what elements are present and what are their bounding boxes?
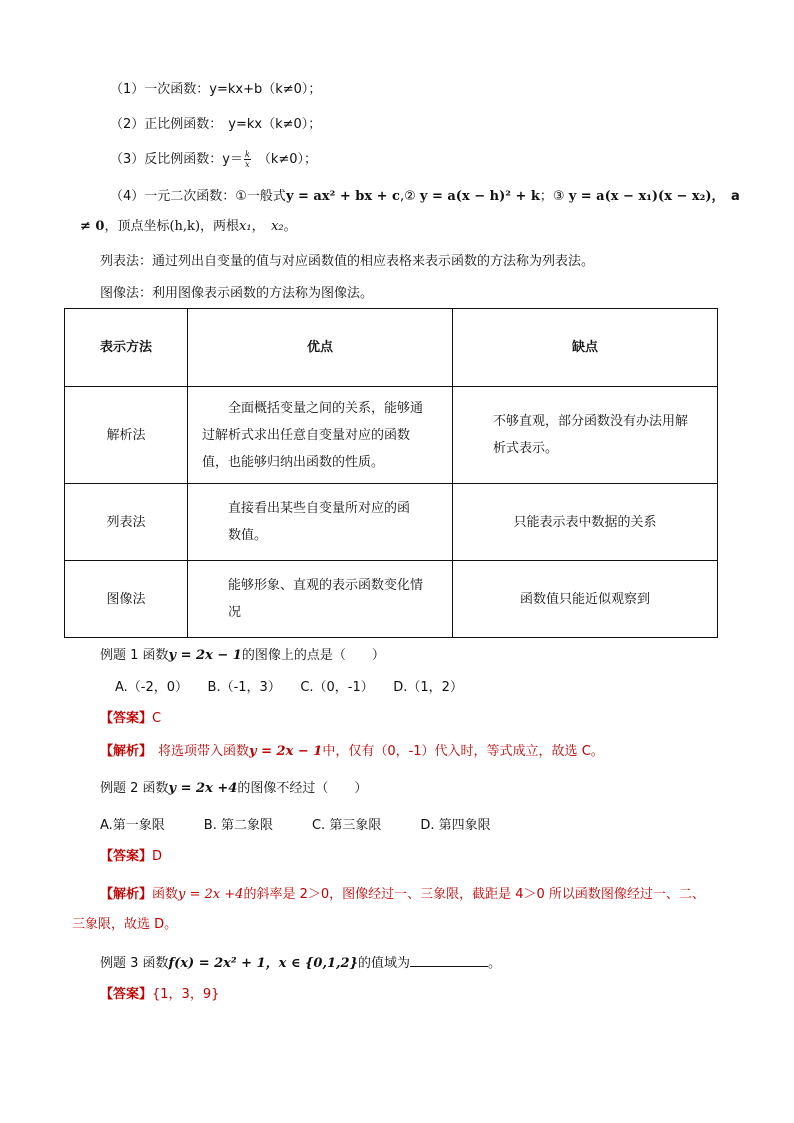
ex1-question	[100, 647, 385, 665]
ex2-q-tail: 的图像不经过（ ）	[237, 781, 368, 796]
quadratic-root-form: y = a(x − x₁)(x − x₂)	[568, 189, 712, 204]
def-inverse-lhs: y＝	[222, 152, 243, 167]
quadratic-sep3: ；③	[539, 189, 569, 204]
pro-line: 过解析式求出任意自变量对应的函数	[202, 427, 411, 443]
def-inverse	[110, 150, 317, 169]
frac-denominator: x	[245, 160, 250, 169]
frac-numerator: k	[244, 150, 250, 159]
ex2-q-label: 例题 2 函数	[100, 781, 169, 796]
def-quadratic-line2	[80, 218, 297, 236]
ex3-answer	[100, 986, 219, 1004]
pro-line: 数值。	[228, 528, 268, 543]
table-header-row	[65, 309, 718, 387]
analysis-tag: 【解析】	[100, 744, 153, 759]
quadratic-sep2: ,②	[399, 189, 420, 204]
def-quadratic-line1	[110, 188, 740, 206]
analysis-text: 的斜率是 2＞0，图像经过一、三象限，截距是 4＞0 所以函数图像经过一、二、	[243, 887, 705, 902]
analysis-text: 中，仅有（0，-1）代入时，等式成立，故选 C。	[322, 744, 604, 759]
pro-line: 直接看出某些自变量所对应的函	[228, 501, 411, 516]
fraction-k-over-x	[244, 150, 251, 169]
con-line: 析式表示。	[493, 441, 559, 456]
ex3-formula: f(x) = 2x² + 1，x ∈ {0,1,2}	[168, 956, 358, 971]
def-proportional-prefix: （2）正比例函数：	[110, 117, 223, 132]
analysis-tag: 【解析】	[100, 887, 153, 902]
analysis-formula: y = 2x − 1	[249, 744, 323, 759]
answer-value: {1，3，9}	[152, 987, 220, 1002]
row-con: 函数值只能近似观察到	[453, 561, 718, 638]
ex2-options: A.第一象限 B. 第二象限 C. 第三象限 D. 第四象限	[100, 818, 491, 833]
root-x1: x₁	[239, 219, 252, 234]
def-linear-formula: y=kx+b（k≠0）；	[209, 82, 322, 97]
quadratic-vertex-form: y = a(x − h)² + k	[419, 189, 540, 204]
vertex-label: ，顶点坐标	[104, 219, 170, 234]
graph-method-def: 图像法：利用图像表示函数的方法称为图像法。	[100, 286, 374, 301]
vertex-coord: (h,k)	[169, 219, 201, 234]
def-inverse-cond: （k≠0）；	[257, 152, 318, 167]
row-name: 图像法	[65, 561, 188, 638]
ex1-q-label: 例题 1 函数	[100, 648, 169, 663]
ex3-q-end: 。	[487, 956, 501, 971]
quadratic-general-form: y = ax² + bx + c	[285, 189, 400, 204]
def-proportional-formula: y=kx（k≠0）；	[228, 117, 322, 132]
ex1-formula: y = 2x − 1	[168, 648, 242, 663]
quadratic-tail: ， a	[711, 189, 740, 204]
ex3-q-label: 例题 3 函数	[100, 956, 169, 971]
answer-tag: 【答案】	[100, 711, 153, 726]
row-pro	[188, 561, 453, 638]
answer-tag: 【答案】	[100, 987, 153, 1002]
ex2-formula: y = 2x +4	[168, 781, 238, 796]
def-inverse-prefix: （3）反比例函数：	[110, 152, 223, 167]
table-row	[65, 484, 718, 561]
pro-line: 值，也能够归纳出函数的性质。	[202, 454, 385, 470]
ex2-analysis-line2: 三象限，故选 D。	[72, 917, 178, 932]
answer-value: C	[152, 711, 162, 726]
def-proportional	[110, 116, 321, 134]
roots-label: ，两根	[200, 219, 240, 234]
table-row	[65, 561, 718, 638]
ex1-answer	[100, 710, 161, 728]
def-linear	[110, 81, 321, 99]
row-con	[453, 387, 718, 484]
answer-tag: 【答案】	[100, 849, 153, 864]
row-pro	[188, 484, 453, 561]
ex3-question	[100, 954, 501, 973]
root-x2: x₂	[271, 219, 284, 234]
pro-line: 能够形象、直观的表示函数变化情	[228, 578, 424, 593]
def-quadratic-prefix: （4）一元二次函数：①一般式	[110, 189, 286, 204]
pro-line: 全面概括变量之间的关系，能够通	[228, 400, 424, 416]
row-name: 解析法	[65, 387, 188, 484]
pro-line: 况	[228, 605, 242, 620]
roots-sep: ，	[251, 219, 272, 234]
ex2-analysis-line1	[100, 886, 705, 904]
header-pro: 优点	[188, 309, 453, 387]
ex1-options: A.（-2，0） B.（-1，3） C.（0，-1） D.（1，2）	[115, 680, 463, 695]
row-pro	[188, 387, 453, 484]
row-name: 列表法	[65, 484, 188, 561]
answer-value: D	[152, 849, 163, 864]
comparison-table	[64, 308, 718, 638]
analysis-formula: y = 2x +4	[178, 887, 244, 902]
table-method-def: 列表法：通过列出自变量的值与对应函数值的相应表格来表示函数的方法称为列表法。	[100, 254, 595, 269]
row-con: 只能表示表中数据的关系	[453, 484, 718, 561]
analysis-text: 函数	[152, 887, 179, 902]
ex1-analysis	[100, 743, 604, 761]
header-method: 表示方法	[65, 309, 188, 387]
roots-end: 。	[283, 219, 297, 234]
ex3-q-tail: 的值域为	[357, 956, 410, 971]
analysis-text: 将选项带入函数	[158, 744, 250, 759]
header-con: 缺点	[453, 309, 718, 387]
ex1-q-tail: 的图像上的点是（ ）	[241, 648, 385, 663]
answer-blank	[410, 954, 488, 967]
con-line: 不够直观，部分函数没有办法用解	[493, 414, 689, 429]
ex2-answer	[100, 848, 162, 866]
ex2-question	[100, 780, 367, 798]
table-row	[65, 387, 718, 484]
quadratic-a-nonzero: ≠ 0	[80, 219, 105, 234]
def-linear-prefix: （1）一次函数：	[110, 82, 210, 97]
